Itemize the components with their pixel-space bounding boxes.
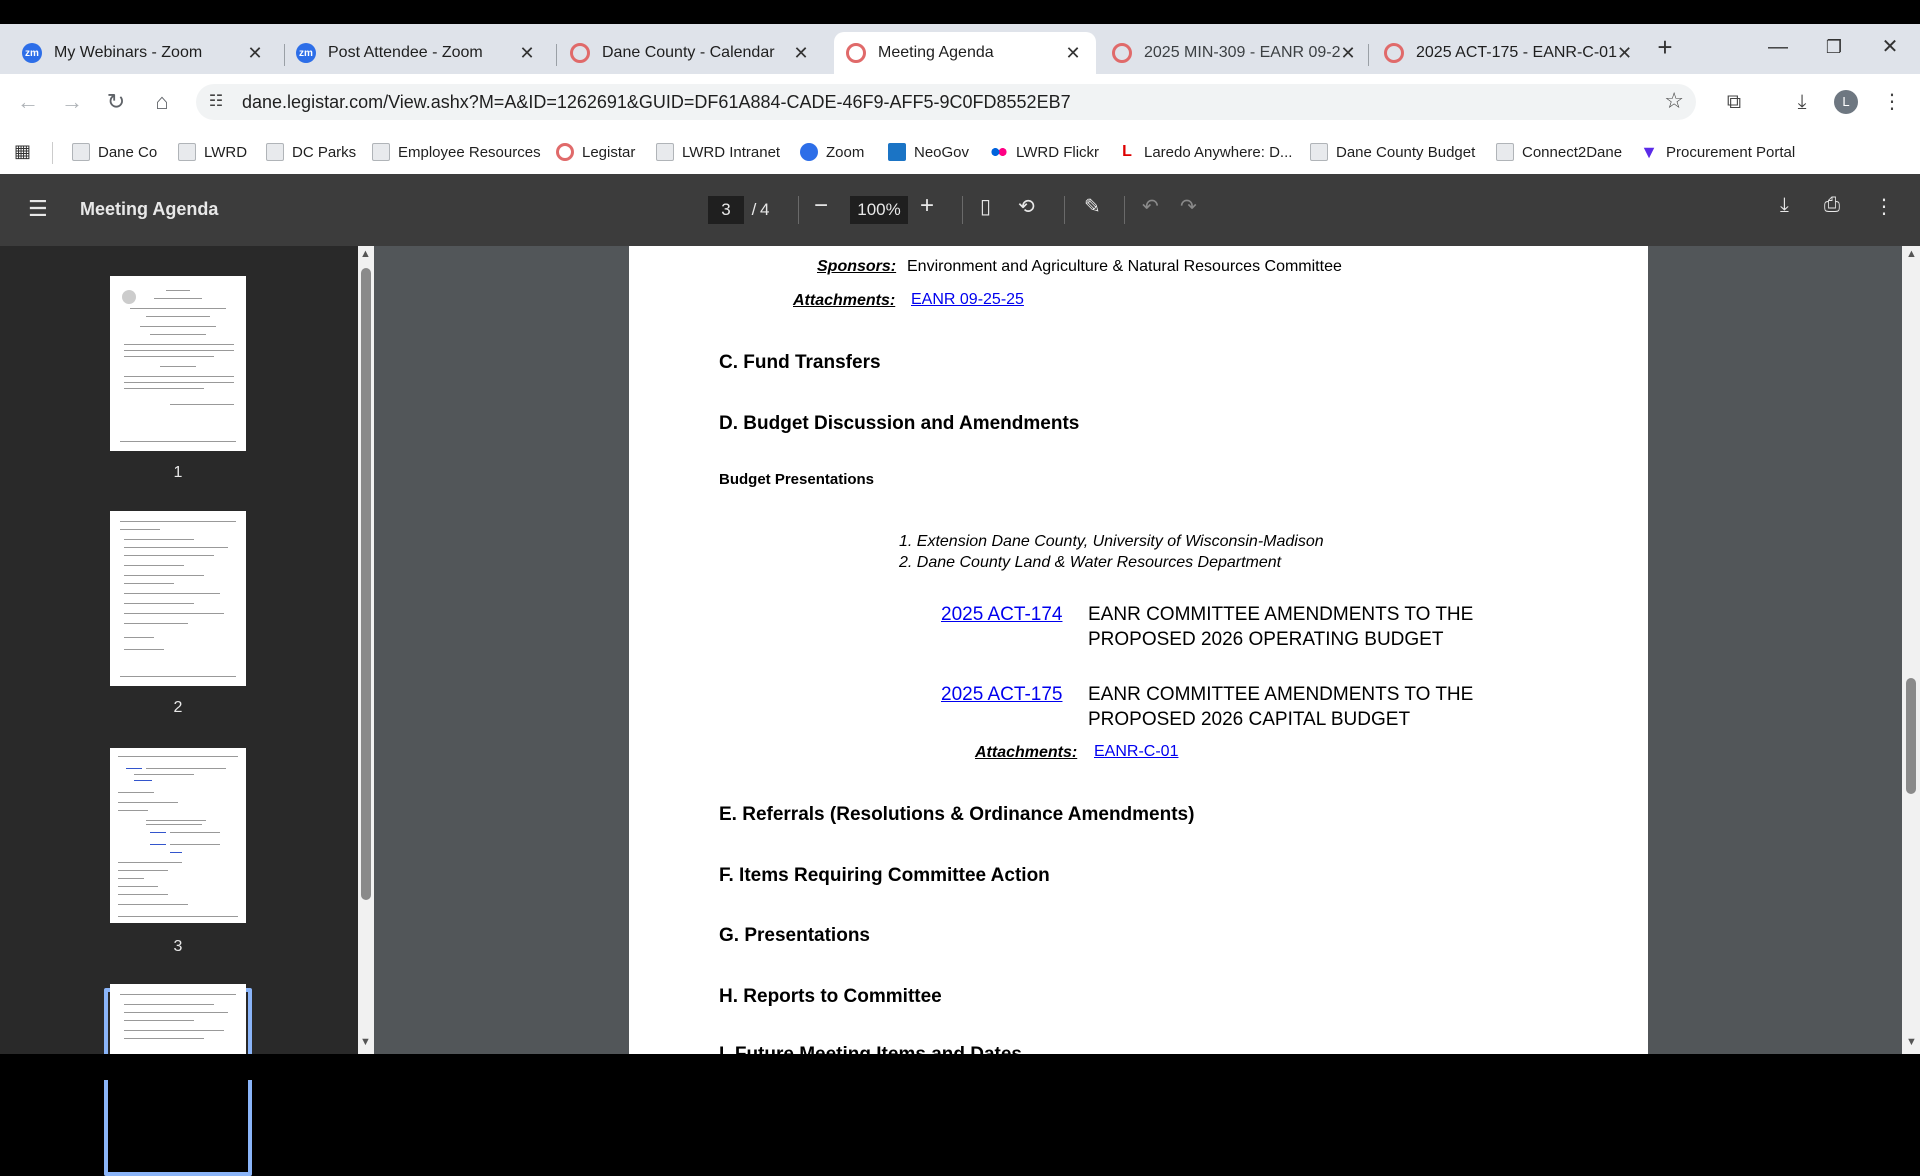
bookmark-lwrd-flickr[interactable] — [990, 140, 1099, 164]
section-g-heading: G. Presentations — [719, 925, 870, 946]
toolbar-divider — [798, 196, 799, 224]
download-icon[interactable]: ⤓ — [1780, 194, 1789, 216]
page-icon — [178, 143, 196, 161]
profile-avatar[interactable]: L — [1834, 90, 1858, 114]
act-175-link[interactable]: 2025 ACT-175 — [941, 684, 1063, 705]
zoom-icon: zm — [296, 43, 316, 63]
close-icon[interactable]: ✕ — [1340, 42, 1356, 63]
pdf-page — [629, 246, 1648, 1054]
scrollbar-thumb[interactable] — [1906, 678, 1916, 794]
close-icon[interactable]: ✕ — [793, 42, 809, 63]
legistar-icon — [1384, 43, 1404, 63]
bookmark-dane-county-budget[interactable] — [1310, 140, 1475, 164]
procurement-icon: ▼ — [1640, 142, 1658, 162]
undo-icon[interactable]: ↶ — [1142, 196, 1159, 218]
forward-icon[interactable]: → — [61, 89, 83, 114]
section-d-heading: D. Budget Discussion and Amendments — [719, 413, 1080, 434]
section-h-heading: H. Reports to Committee — [719, 986, 942, 1007]
screen-bottom-edge — [0, 1054, 1920, 1080]
bookmark-neogov[interactable] — [888, 140, 969, 164]
bookmark-label: Connect2Dane — [1522, 143, 1623, 161]
legistar-icon — [570, 43, 590, 63]
thumbnail-sidebar — [0, 246, 358, 1054]
attachments-label: Attachments: — [793, 292, 896, 309]
tab-calendar[interactable] — [558, 32, 824, 74]
download-icon[interactable]: ⤓ — [1797, 91, 1807, 113]
scroll-up-icon[interactable]: ▲ — [1906, 248, 1917, 260]
zoom-in-icon[interactable]: + — [920, 192, 935, 219]
scroll-up-icon[interactable]: ▲ — [360, 248, 371, 260]
bookmark-label: Zoom — [826, 143, 865, 161]
tab-min-309[interactable] — [1100, 32, 1364, 74]
presentation-item-1: 1. Extension Dane County, University of Wisconsin-Madison — [899, 533, 1324, 550]
legistar-icon — [846, 43, 866, 63]
close-icon[interactable]: ✕ — [1065, 42, 1081, 63]
act-174-title-line1: EANR COMMITTEE AMENDMENTS TO THE — [1088, 604, 1474, 625]
attachment-link-eanr-c-01[interactable]: EANR-C-01 — [1094, 743, 1179, 760]
annotate-icon[interactable]: ✎ — [1084, 196, 1101, 218]
thumbnail-label: 1 — [173, 464, 183, 481]
attachments-label: Attachments: — [975, 744, 1078, 761]
bookmark-label: LWRD Flickr — [1016, 143, 1100, 161]
page-thumbnail-4[interactable] — [110, 984, 246, 1054]
page-icon — [266, 143, 284, 161]
presentation-item-2: 2. Dane County Land & Water Resources Department — [899, 554, 1282, 571]
tab-meeting-agenda[interactable] — [834, 32, 1096, 74]
act-174-link[interactable]: 2025 ACT-174 — [941, 604, 1063, 625]
tab-act-175[interactable] — [1372, 32, 1636, 74]
bookmark-label: LWRD Intranet — [682, 143, 781, 161]
redo-icon[interactable]: ↷ — [1180, 196, 1197, 218]
tab-strip — [0, 24, 1920, 74]
bookmark-legistar[interactable] — [556, 140, 635, 164]
bookmark-dane-co[interactable] — [72, 140, 157, 164]
restore-icon[interactable]: ❐ — [1825, 37, 1843, 57]
pdf-viewer — [374, 246, 1902, 1054]
page-thumbnail-1[interactable] — [110, 276, 246, 451]
bookmark-zoom[interactable] — [800, 140, 864, 164]
section-f-heading: F. Items Requiring Committee Action — [719, 865, 1050, 886]
bookmarks-bar — [0, 130, 1920, 174]
act-175-title-line2: PROPOSED 2026 CAPITAL BUDGET — [1088, 709, 1411, 730]
scroll-down-icon[interactable]: ▼ — [360, 1036, 371, 1048]
bookmark-label: Dane County Budget — [1336, 143, 1476, 161]
sponsors-value: Environment and Agriculture & Natural Resources Committee — [907, 258, 1342, 275]
rotate-icon[interactable]: ⟲ — [1018, 196, 1035, 218]
tab-title: Post Attendee - Zoom — [328, 44, 483, 61]
tab-title: My Webinars - Zoom — [54, 44, 203, 61]
laredo-icon: L — [1122, 143, 1132, 160]
section-c-heading: C. Fund Transfers — [719, 352, 881, 373]
tab-my-webinars[interactable] — [10, 32, 278, 74]
bookmark-procurement-portal[interactable] — [1640, 140, 1795, 164]
page-separator: / — [751, 200, 757, 219]
tab-divider — [1368, 44, 1369, 66]
pdf-toolbar — [0, 174, 1920, 246]
document-title: Meeting Agenda — [80, 199, 219, 219]
bookmark-lwrd[interactable] — [178, 140, 247, 164]
reload-icon[interactable]: ↻ — [106, 89, 126, 114]
page-thumbnail-2[interactable] — [110, 511, 246, 686]
tab-title: 2025 ACT-175 - EANR-C-01 — [1416, 44, 1617, 61]
neogov-icon — [888, 143, 906, 161]
act-175-title-line1: EANR COMMITTEE AMENDMENTS TO THE — [1088, 684, 1474, 705]
apps-icon[interactable]: ▦ — [14, 141, 32, 161]
page-icon — [372, 143, 390, 161]
toolbar-divider — [962, 196, 963, 224]
section-e-heading: E. Referrals (Resolutions & Ordinance Amendments) — [719, 804, 1195, 825]
bookmark-label: Dane Co — [98, 143, 158, 161]
tab-divider — [556, 44, 557, 66]
close-icon[interactable]: ✕ — [1616, 42, 1633, 63]
flickr-icon — [990, 143, 1008, 161]
toolbar-divider — [1064, 196, 1065, 224]
bookmark-employee-resources[interactable] — [372, 140, 541, 164]
page-thumbnail-3[interactable] — [110, 748, 246, 923]
close-icon[interactable]: ✕ — [247, 42, 263, 63]
legistar-icon — [556, 143, 574, 161]
legistar-icon — [1112, 43, 1132, 63]
url-text[interactable]: dane.legistar.com/View.ashx?M=A&ID=1262691&GUID=DF61A884-CADE-46F9-AFF5-9C0FD8552EB7 — [242, 92, 1071, 112]
tab-post-attendee[interactable] — [284, 32, 550, 74]
close-icon[interactable]: ✕ — [519, 42, 535, 63]
bookmark-label: Laredo Anywhere: D... — [1144, 143, 1293, 161]
minimize-icon[interactable]: — — [1768, 36, 1788, 58]
bookmark-laredo[interactable] — [1118, 140, 1292, 164]
home-icon[interactable]: ⌂ — [155, 89, 169, 114]
page-total: 4 — [760, 200, 770, 219]
tab-title: 2025 MIN-309 - EANR 09-2 — [1144, 44, 1341, 61]
zoom-icon — [800, 143, 818, 161]
page-icon — [1310, 143, 1328, 161]
budget-presentations-heading: Budget Presentations — [719, 471, 875, 488]
close-window-icon[interactable]: ✕ — [1881, 36, 1899, 58]
bookmark-lwrd-intranet[interactable] — [656, 140, 780, 164]
google-lens-icon[interactable]: ⧉ — [1726, 91, 1742, 113]
bookmark-label: Legistar — [582, 143, 636, 161]
bookmark-label: NeoGov — [914, 143, 970, 161]
back-icon[interactable]: ← — [17, 89, 39, 114]
act-174-title-line2: PROPOSED 2026 OPERATING BUDGET — [1088, 629, 1444, 650]
page-number-input[interactable]: 3 — [708, 196, 744, 224]
thumbnail-label: 3 — [173, 938, 183, 955]
sponsors-label: Sponsors: — [817, 258, 897, 275]
zoom-input[interactable]: 100% — [850, 196, 908, 224]
thumbnail-label: 2 — [173, 699, 183, 716]
zoom-out-icon[interactable]: − — [814, 192, 829, 219]
bookmark-label: Employee Resources — [398, 143, 541, 161]
page-icon — [656, 143, 674, 161]
scrollbar-thumb[interactable] — [361, 268, 371, 900]
tab-title: Dane County - Calendar — [602, 44, 775, 61]
toolbar-divider — [1124, 196, 1125, 224]
attachment-link-eanr-09-25-25[interactable]: EANR 09-25-25 — [911, 291, 1024, 308]
fit-page-icon[interactable]: ▯ — [980, 196, 992, 218]
bookmark-connect2dane[interactable] — [1496, 140, 1622, 164]
bookmark-label: DC Parks — [292, 143, 357, 161]
sidebar-menu-icon[interactable]: ☰ — [28, 196, 48, 221]
viewer-scrollbar[interactable] — [1902, 246, 1920, 1054]
tab-title: Meeting Agenda — [878, 44, 994, 61]
browser-toolbar — [0, 74, 1920, 130]
bookmark-dc-parks[interactable] — [266, 140, 356, 164]
page-icon — [72, 143, 90, 161]
scroll-down-icon[interactable]: ▼ — [1906, 1036, 1917, 1048]
menu-icon[interactable]: ⋮ — [1882, 91, 1902, 113]
zoom-icon: zm — [22, 43, 42, 63]
bookmark-divider — [52, 142, 53, 164]
page-icon — [1496, 143, 1514, 161]
print-icon[interactable]: ⎙ — [1824, 194, 1840, 216]
new-tab-button[interactable]: + — [1657, 32, 1673, 62]
site-info-icon[interactable]: ☷ — [208, 93, 224, 110]
bookmark-label: Procurement Portal — [1666, 143, 1796, 161]
more-options-icon[interactable]: ⋮ — [1874, 196, 1894, 218]
address-bar[interactable] — [196, 84, 1696, 120]
sidebar-scrollbar[interactable] — [358, 246, 374, 1054]
bookmark-star-icon[interactable]: ☆ — [1664, 88, 1684, 113]
bookmark-label: LWRD — [204, 143, 248, 161]
